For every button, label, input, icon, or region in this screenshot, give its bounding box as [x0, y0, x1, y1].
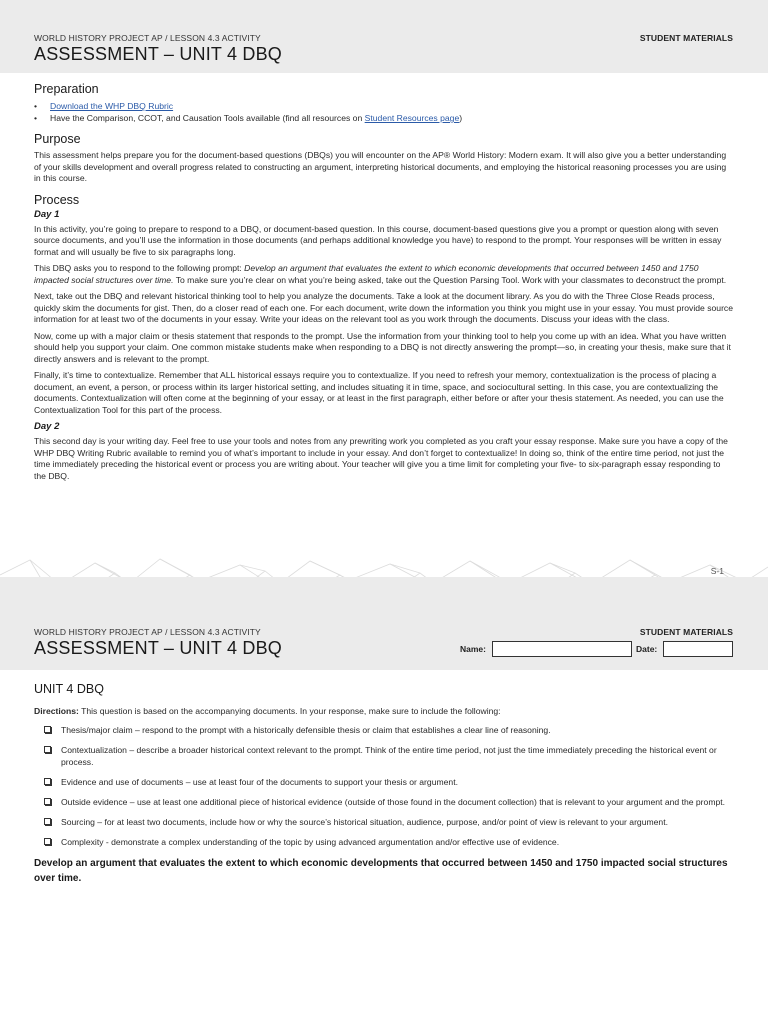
purpose-text: This assessment helps prepare you for the document-based questions (DBQs) you will encounter on the AP® World History: Modern exam. It will also give you a better understanding of your skills development and overall progress related to constructing an argument, interpreting historical documents, and employing the historical reasoning processes you are using in this course. — [34, 150, 727, 183]
rubric-download-link[interactable]: Download the WHP DBQ Rubric — [50, 101, 174, 111]
page2-header — [0, 577, 768, 670]
page1-content — [34, 82, 734, 487]
list-item — [44, 744, 734, 768]
checklist-text: Complexity - demonstrate a complex understanding of the topic by using advanced argumentation and/or effective use of evidence. — [61, 836, 560, 847]
directions-text: This question is based on the accompanying documents. In your response, make sure to include the following: — [78, 706, 501, 716]
page2-content — [34, 682, 734, 891]
date-label: Date: — [636, 644, 658, 654]
page2-course-label: WORLD HISTORY PROJECT AP / LESSON 4.3 ACTIVITY — [34, 627, 261, 637]
directions-label: Directions: — [34, 706, 79, 716]
checklist-text: Sourcing – for at least two documents, include how or why the source’s historical situation, audience, purpose, and/or point of view is relevant to your argument. — [61, 816, 668, 827]
day2-heading: Day 2 — [34, 421, 60, 432]
day1-heading: Day 1 — [34, 208, 60, 220]
checkbox-icon[interactable] — [44, 818, 51, 825]
checkbox-icon[interactable] — [44, 778, 51, 785]
preparation-list — [34, 100, 734, 124]
checklist-text: Evidence and use of documents – use at least four of the documents to support your thesis or argument. — [61, 776, 458, 787]
page2-title: ASSESSMENT – UNIT 4 DBQ — [34, 638, 283, 658]
list-item — [44, 816, 734, 828]
checkbox-icon[interactable] — [44, 798, 51, 805]
p2-prompt: Develop an argument that evaluates the extent to which economic developments that occurred between 1450 and 1750 impacted social structures over time. — [34, 263, 699, 285]
name-field[interactable] — [492, 641, 632, 657]
process-paragraph-6: This second day is your writing day. Feel free to use your tools and notes from any prewriting work you completed as you craft your essay response. Make sure you have a copy of the WHP DBQ Writing Rubric available to remind you of what’s important to include in your essay. And don’t forget to contextualize! In doing so, think of the entire time period, not just the time immediately preceding the historical event or process you are writing about. Your teacher will give you a time limit for completing your five- to six-paragraph essay responding to the DBQ. — [34, 436, 728, 481]
checklist-text: Thesis/major claim – respond to the prompt with a historically defensible thesis or claim that establishes a clear line of reasoning. — [61, 724, 551, 735]
page1-course-label: WORLD HISTORY PROJECT AP / LESSON 4.3 ACTIVITY — [34, 33, 261, 43]
page-number: S-1 — [710, 566, 724, 576]
tools-text-end: ) — [459, 113, 463, 123]
p2-end: To make sure you’re clear on what you’re being asked, take out the Question Parsing Tool. Work with your classmates to deconstruct the prompt. — [173, 274, 727, 285]
dbq-prompt: Develop an argument that evaluates the extent to which economic developments that occurred between 1450 and 1750 impacted social structures over time. — [34, 857, 728, 884]
process-heading: Process — [34, 192, 80, 207]
process-paragraph-1: In this activity, you’re going to prepare to respond to a DBQ, or document-based question. In this course, document-based questions give you a prompt or question along with seven source documents, and you’ll use the information in those documents (and perhaps additional knowledge you have) to respond to the prompt. Your responses will be written in essay format and will usually be five to six paragraphs long. — [34, 223, 722, 257]
process-paragraph-3: Next, take out the DBQ and relevant historical thinking tool to help you analyze the documents. Take a look at the document library. As you do with the Three Close Reads process, quickly skim the documents for gist. Then, do a closer read of each one. For each document, write down the information you think you might use in your essay. You must provide source information for at least two of the documents in your essay. Write your ideas on the relevant tool as you work through the documents. Discuss your ideas with the class. — [34, 291, 734, 324]
list-item — [34, 112, 734, 124]
preparation-heading: Preparation — [34, 82, 99, 96]
purpose-heading: Purpose — [34, 132, 81, 146]
checklist-text: Outside evidence – use at least one additional piece of historical evidence (outside of those found in the document collection) that is relevant to your argument and the prompt. — [61, 796, 726, 807]
checkbox-icon[interactable] — [44, 838, 51, 845]
process-paragraph-2 — [34, 263, 734, 286]
checkbox-icon[interactable] — [44, 726, 51, 733]
page1-header — [0, 0, 768, 73]
list-item — [44, 776, 734, 788]
list-item — [44, 836, 734, 848]
unit-heading: UNIT 4 DBQ — [34, 682, 104, 696]
page2-materials-label: STUDENT MATERIALS — [639, 627, 733, 637]
requirements-checklist — [44, 724, 734, 848]
list-item — [44, 724, 734, 736]
list-item — [34, 100, 734, 112]
checkbox-icon[interactable] — [44, 746, 51, 753]
process-paragraph-4: Now, come up with a major claim or thesis statement that responds to the prompt. Use the information from your thinking tool to help you come up with an idea. What you have written should help you support your claim. One common mistake students make when responding to a DBQ is not directly answering the prompt—so, in creating your thesis, make sure that it directly answers and is relevant to the prompt. — [34, 330, 731, 364]
directions — [34, 706, 734, 718]
page1-title: ASSESSMENT – UNIT 4 DBQ — [34, 44, 283, 64]
tools-text: Have the Comparison, CCOT, and Causation Tools available (find all resources on — [50, 113, 365, 123]
student-resources-link[interactable]: Student Resources page — [364, 113, 460, 123]
name-label: Name: — [460, 644, 486, 654]
list-item — [44, 796, 734, 808]
checklist-text: Contextualization – describe a broader historical context relevant to the prompt. Think of the entire time period, not just the time immediately preceding the historical event or process. — [61, 744, 717, 767]
date-field[interactable] — [663, 641, 733, 657]
p2-start: This DBQ asks you to respond to the following prompt: — [34, 263, 245, 273]
process-paragraph-5: Finally, it’s time to contextualize. Remember that ALL historical essays require you to contextualize. If you need to refresh your memory, contextualization is the process of placing a document, an event, a person, or process within its larger historical setting, and includes situating it in time, space, and sociocultural setting. In this case, you are contextualizing the documents. Contextualization will often come at the beginning of your essay, or at least in the first paragraph, either before or after your thesis statement. As needed, you can use the Contextualization Tool for this part of the process. — [34, 370, 724, 415]
page1-materials-label: STUDENT MATERIALS — [639, 33, 733, 43]
